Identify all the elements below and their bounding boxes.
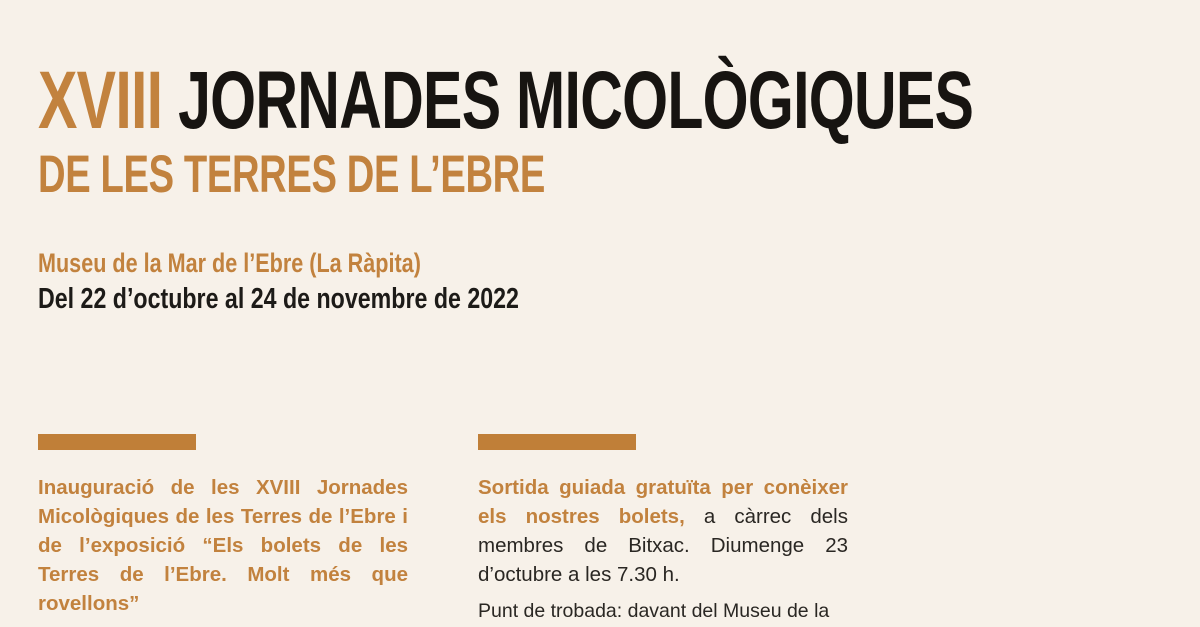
meeting-point-note: Punt de trobada: davant del Museu de la <box>478 600 830 622</box>
title-main-text: JORNADES MICOLÒGIQUES <box>178 55 974 146</box>
page-subtitle <box>38 145 742 204</box>
event-description-detail: a càrrec dels membres de Bitxac. Diumenge 23 d’octubre a les 7.30 h. <box>478 505 848 586</box>
venue-line <box>38 249 517 279</box>
subtitle-text: DE LES TERRES DE L’EBRE <box>38 145 545 204</box>
event-description-lead: Inauguració de les XVIII Jornades Micològiques de les Terres de l’Ebre i de l’exposició “Els bolets de les Terres de l’Ebre. Molt més que rovellons” <box>38 476 408 615</box>
event-description <box>38 473 408 618</box>
date-range-line <box>38 284 639 316</box>
program-column-sortida <box>478 434 848 626</box>
section-divider-bar <box>38 434 196 450</box>
program-column-inauguracio <box>38 434 408 618</box>
event-description <box>478 473 848 589</box>
section-divider-bar <box>478 434 636 450</box>
venue-text: Museu de la Mar de l’Ebre (La Ràpita) <box>38 248 421 278</box>
date-range-text: Del 22 d’octubre al 24 de novembre de 2022 <box>38 283 519 315</box>
page-title <box>38 55 1200 146</box>
title-roman-numeral: XVIII <box>38 55 163 146</box>
event-description-lead: Sortida guiada gratuïta per conèixer els nostres bolets, <box>478 476 848 528</box>
